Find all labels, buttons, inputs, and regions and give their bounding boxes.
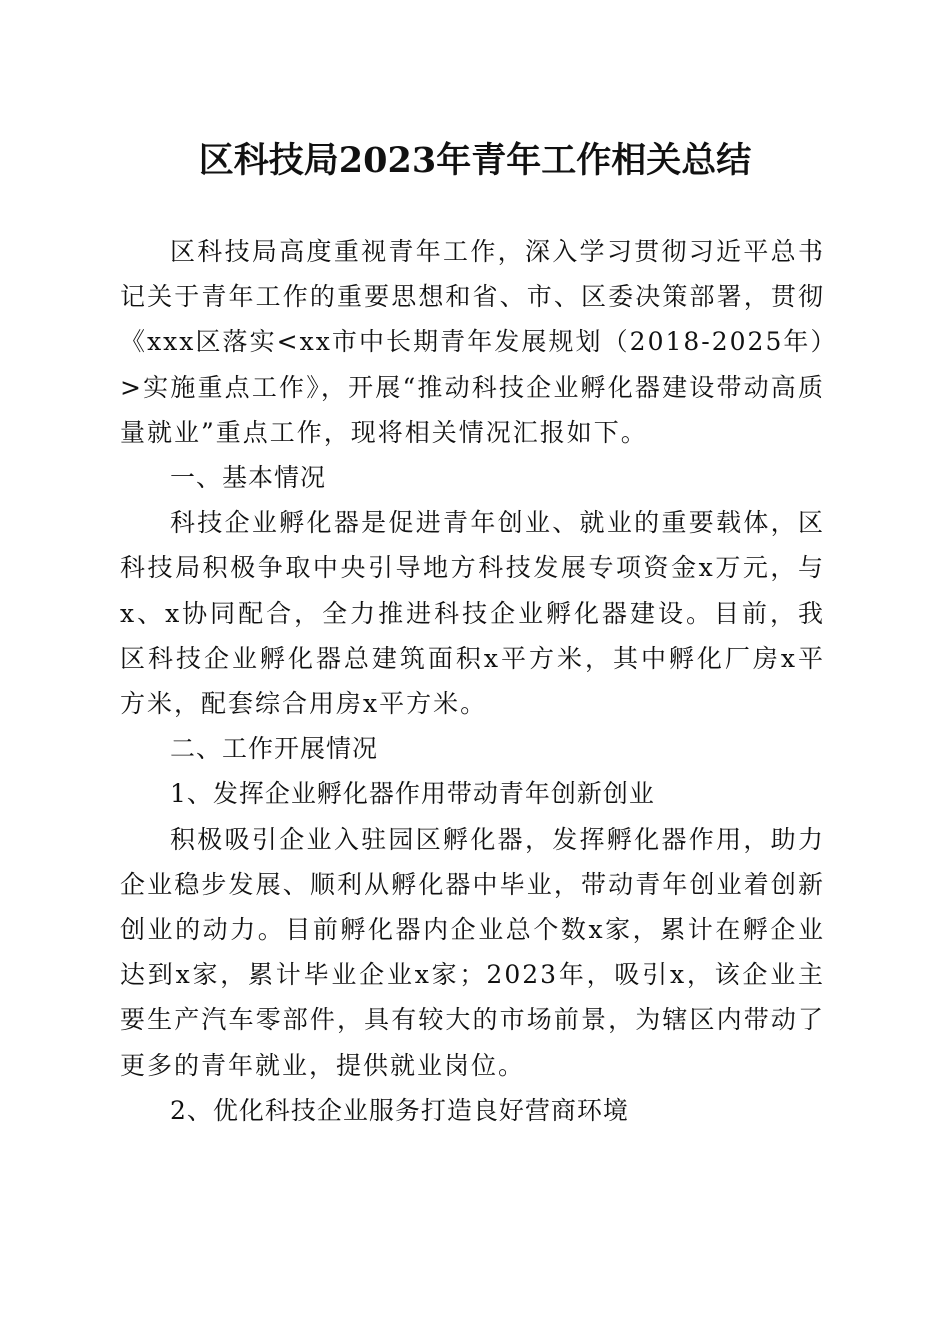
subsection-heading-incubator: 1、发挥企业孵化器作用带动青年创新创业: [170, 779, 655, 809]
subsection-heading-business-environment: 2、优化科技企业服务打造良好营商环境: [170, 1095, 629, 1125]
section-heading-work-progress: 二、工作开展情况: [170, 734, 379, 764]
document-body: [120, 229, 825, 1133]
document-title: 区科技局2023年青年工作相关总结: [198, 140, 752, 181]
incubator-paragraph: 积极吸引企业入驻园区孵化器，发挥孵化器作用，助力企业稳步发展、顺利从孵化器中毕业，带动青年创业着创新创业的动力。目前孵化器内企业总个数x家，累计在孵企业达到x家，累计毕业企业x家；2023年，吸引x，该企业主要生产汽车零部件，具有较大的市场前景，为辖区内带动了更多的青年就业，提供就业岗位。: [120, 824, 825, 1080]
section-heading-basic-situation: 一、基本情况: [170, 463, 327, 493]
basic-situation-paragraph: 科技企业孵化器是促进青年创业、就业的重要载体，区科技局积极争取中央引导地方科技发展专项资金x万元，与x、x协同配合，全力推进科技企业孵化器建设。目前，我区科技企业孵化器总建筑面积x平方米，其中孵化厂房x平方米，配套综合用房x平方米。: [120, 508, 825, 719]
intro-paragraph: 区科技局高度重视青年工作，深入学习贯彻习近平总书记关于青年工作的重要思想和省、市、区委决策部署，贯彻《xxx区落实<xx市中长期青年发展规划（2018-2025年）>实施重点工作》，开展“推动科技企业孵化器建设带动高质量就业”重点工作，现将相关情况汇报如下。: [120, 237, 825, 447]
